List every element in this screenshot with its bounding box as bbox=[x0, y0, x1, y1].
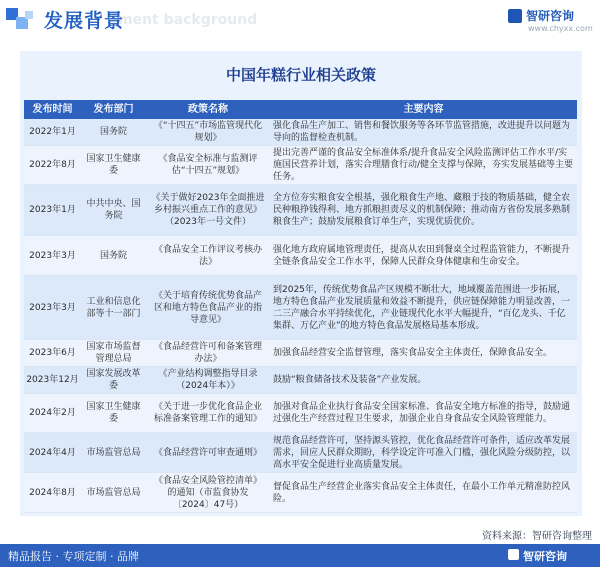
cell-date: 2023年3月 bbox=[29, 302, 76, 313]
policy-panel bbox=[20, 51, 582, 516]
table-row bbox=[24, 119, 577, 146]
cell-policy-name: 《食品安全风险管控清单》的通知（市监食协发〔2024〕47号） bbox=[153, 475, 262, 510]
cell-content: 全方位夯实粮食安全根基，强化粮食生产地、藏粮于技的物质基础，健全农民种粮挣钱得利、地方抓粮担责尽义的机制保障；推动南方省份发展多熟制粮食生产；鼓励发展粮食订单生产，实现优质优价。 bbox=[273, 193, 571, 227]
cell-content: 强化食品生产加工、销售和餐饮服务等各环节监管措施，改进提升以问题为导向的监督检查机制。 bbox=[273, 121, 571, 143]
cell-policy-name: 《产业结构调整指导目录（2024年本）》 bbox=[158, 369, 258, 391]
cell-dept: 工业和信息化部等十一部门 bbox=[86, 296, 141, 319]
cell-dept: 市场监管总局 bbox=[86, 487, 141, 498]
policy-table bbox=[24, 100, 577, 513]
cell-policy-name: 《“十四五”市场监管现代化规划》 bbox=[153, 121, 263, 143]
cell-date: 2024年4月 bbox=[29, 447, 76, 458]
column-header-content: 主要内容 bbox=[403, 103, 444, 115]
cell-dept: 国家卫生健康委 bbox=[86, 154, 141, 176]
footer-logo-icon bbox=[508, 549, 519, 560]
table-header-row bbox=[24, 100, 577, 119]
page-header bbox=[0, 0, 600, 40]
cell-content: 督促食品生产经营企业落实食品安全主体责任，在最小工作单元精准防控风险。 bbox=[273, 481, 571, 504]
cell-content: 到2025年，传统优势食品产区规模不断壮大，地域覆盖范围进一步拓展，地方特色食品产业发展质量和效益不断提升，供应链保障能力明显改善，一二三产融合水平持续优化，产业链现代化水平大幅提升，“百亿龙头、千亿集群、万亿产业”的地方特色食品发展格局基本形成。 bbox=[273, 284, 571, 331]
footer-tagline: 精品报告 · 专项定制 · 品牌 bbox=[8, 550, 139, 563]
cell-dept: 国家市场监督管理总局 bbox=[86, 342, 141, 364]
cell-date: 2022年1月 bbox=[29, 127, 76, 137]
section-title: 发展背景 bbox=[44, 10, 125, 32]
table-row bbox=[24, 276, 577, 340]
table-row bbox=[24, 433, 577, 473]
table-row bbox=[24, 340, 577, 367]
brand-logo-icon bbox=[508, 9, 522, 23]
cell-date: 2022年8月 bbox=[29, 160, 76, 170]
table-row bbox=[24, 367, 577, 394]
table-row bbox=[24, 146, 577, 185]
table-row bbox=[24, 236, 577, 276]
cell-dept: 市场监管总局 bbox=[86, 447, 141, 458]
cell-policy-name: 《食品安全工作评议考核办法》 bbox=[153, 244, 262, 267]
cell-content: 加强对食品企业执行食品安全国家标准、食品安全地方标准的指导，鼓励通过强化生产经营过程卫生要求，加强企业自身食品安全风险管理能力。 bbox=[273, 402, 571, 424]
page-footer bbox=[0, 544, 600, 567]
cell-dept: 国家卫生健康委 bbox=[86, 402, 141, 424]
column-header-name: 政策名称 bbox=[188, 103, 228, 115]
cell-dept: 国家发展改革委 bbox=[86, 369, 141, 391]
cell-content: 规范食品经营许可，坚持源头管控，优化食品经营许可条件，适应改革发展需求，回应人民群众期盼，科学设定许可准入门槛，强化风险分级防控，以高水平安全促进行业高质量发展。 bbox=[273, 435, 571, 470]
cell-content: 强化地方政府属地管理责任，提高从农田到餐桌全过程监管能力，不断提升全链条食品安全工作水平，保障人民群众身体健康和生命安全。 bbox=[273, 244, 571, 267]
table-row bbox=[24, 185, 577, 236]
cell-policy-name: 《食品安全标准与监测评估“十四五”规划》 bbox=[158, 154, 258, 176]
column-header-dept: 发布部门 bbox=[93, 103, 134, 115]
cell-policy-name: 《食品经营许可和备案管理办法》 bbox=[153, 342, 262, 364]
cell-policy-name: 《食品经营许可审查通则》 bbox=[153, 447, 262, 458]
cell-date: 2023年3月 bbox=[29, 250, 76, 261]
brand-url: www.chyxx.com bbox=[528, 24, 593, 33]
cell-content: 加强食品经营安全监督管理，落实食品安全主体责任，保障食品安全。 bbox=[273, 348, 553, 358]
cell-dept: 中共中央、国务院 bbox=[86, 199, 141, 221]
footer-brand: 智研咨询 bbox=[523, 550, 567, 563]
cell-policy-name: 《关于做好2023年全面推进乡村振兴重点工作的意见》（2023年一号文件） bbox=[151, 193, 265, 227]
cell-date: 2023年6月 bbox=[29, 348, 76, 358]
cell-date: 2023年1月 bbox=[29, 205, 76, 215]
source-note: 资料来源：智研咨询整理 bbox=[482, 531, 592, 542]
cell-content: 鼓励“粮食储备技术及装备”产业发展。 bbox=[273, 375, 427, 385]
cell-content: 提出完善严谨的食品安全标准体系/提升食品安全风险监测评估工作水平/实施国民营养计划，落实合理膳食行动/健全支撑与保障，夯实发展基础等主要任务。 bbox=[273, 148, 574, 182]
cell-dept: 国务院 bbox=[99, 127, 127, 137]
header-watermark: ment background bbox=[118, 12, 258, 28]
cell-date: 2024年8月 bbox=[29, 487, 76, 498]
cell-policy-name: 《关于培育传统优势食品产区和地方特色食品产业的指导意见》 bbox=[153, 290, 262, 325]
table-row bbox=[24, 473, 577, 513]
brand-name: 智研咨询 bbox=[526, 9, 575, 23]
cell-dept: 国务院 bbox=[99, 250, 127, 261]
cell-policy-name: 《关于进一步优化食品企业标准备案管理工作的通知》 bbox=[153, 402, 262, 424]
cell-date: 2023年12月 bbox=[26, 375, 79, 385]
header-squares-icon bbox=[6, 8, 36, 30]
table-row bbox=[24, 394, 577, 433]
cell-date: 2024年2月 bbox=[29, 408, 76, 418]
panel-title: 中国年糕行业相关政策 bbox=[225, 66, 376, 84]
column-header-date: 发布时间 bbox=[32, 103, 73, 115]
